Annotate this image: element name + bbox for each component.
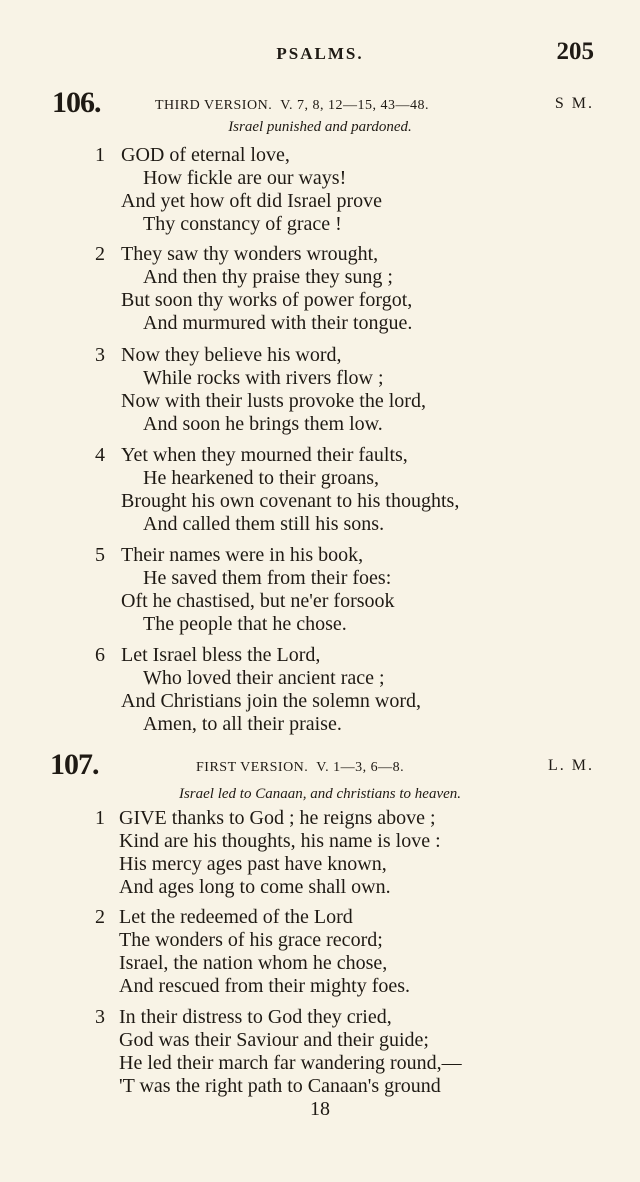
verse-line: His mercy ages past have known, bbox=[119, 853, 387, 875]
hymn-meter: S M. bbox=[554, 95, 594, 112]
hymn-107-heading bbox=[0, 748, 640, 782]
hymn-version: FIRST VERSION. V. 1—3, 6—8. bbox=[196, 760, 405, 775]
verse-line: And ages long to come shall own. bbox=[119, 876, 391, 898]
verse-line: Thy constancy of grace ! bbox=[143, 213, 342, 235]
verse-line: He led their march far wandering round,— bbox=[119, 1052, 462, 1074]
running-head bbox=[0, 40, 640, 70]
verse-line: God was their Saviour and their guide; bbox=[119, 1029, 429, 1051]
verse-line: And rescued from their mighty foes. bbox=[119, 975, 411, 997]
hymn-subtitle: Israel punished and pardoned. bbox=[228, 119, 412, 135]
verse-line: Now they believe his word, bbox=[121, 344, 342, 366]
verse-line: How fickle are our ways! bbox=[143, 167, 347, 189]
verse-line: And soon he brings them low. bbox=[143, 413, 383, 435]
verse-line: Now with their lusts provoke the lord, bbox=[121, 390, 426, 412]
verse-references: V. 7, 8, 12—15, 43—48. bbox=[280, 98, 430, 113]
verse-line: 'T was the right path to Canaan's ground bbox=[119, 1075, 441, 1097]
verse-line: While rocks with rivers flow ; bbox=[143, 367, 384, 389]
hymn-106-heading bbox=[0, 86, 640, 120]
verse-line: He hearkened to their groans, bbox=[143, 467, 380, 489]
hymn-number: 107. bbox=[50, 748, 99, 781]
stanza-number: 3 bbox=[95, 1006, 105, 1028]
verse-line: Amen, to all their praise. bbox=[143, 713, 342, 735]
verse-line: The people that he chose. bbox=[143, 613, 347, 635]
verse-line: And then thy praise they sung ; bbox=[143, 266, 393, 288]
stanza-number: 2 bbox=[95, 243, 105, 265]
verse-line: And yet how oft did Israel prove bbox=[121, 190, 383, 212]
verse-line: Their names were in his book, bbox=[121, 544, 364, 566]
hymn-version: THIRD VERSION. V. 7, 8, 12—15, 43—48. bbox=[155, 98, 430, 113]
verse-line: In their distress to God they cried, bbox=[119, 1006, 392, 1028]
stanza-number: 2 bbox=[95, 906, 105, 928]
signature-mark: 18 bbox=[310, 1098, 330, 1120]
verse-line: They saw thy wonders wrought, bbox=[121, 243, 379, 265]
verse-line: Let Israel bless the Lord, bbox=[121, 644, 321, 666]
running-title: PSALMS. bbox=[276, 44, 364, 63]
verse-line: The wonders of his grace record; bbox=[119, 929, 383, 951]
stanza-number: 1 bbox=[95, 144, 105, 166]
verse-line: Israel, the nation whom he chose, bbox=[119, 952, 388, 974]
verse-references: V. 1—3, 6—8. bbox=[316, 760, 405, 775]
verse-line: And murmured with their tongue. bbox=[143, 312, 413, 334]
hymn-subtitle: Israel led to Canaan, and christians to heaven. bbox=[178, 786, 462, 802]
verse-line: Let the redeemed of the Lord bbox=[119, 906, 353, 928]
verse-line: GOD of eternal love, bbox=[121, 144, 290, 166]
verse-line: And called them still his sons. bbox=[143, 513, 385, 535]
stanza-number: 3 bbox=[95, 344, 105, 366]
verse-line: Oft he chastised, but ne'er forsook bbox=[121, 590, 395, 612]
verse-line: But soon thy works of power forgot, bbox=[121, 289, 413, 311]
verse-line: Yet when they mourned their faults, bbox=[121, 444, 408, 466]
verse-line: Kind are his thoughts, his name is love : bbox=[119, 830, 441, 852]
hymn-number: 106. bbox=[52, 86, 101, 119]
verse-line: He saved them from their foes: bbox=[143, 567, 392, 589]
verse-line: And Christians join the solemn word, bbox=[121, 690, 421, 712]
page-number: 205 bbox=[556, 38, 594, 65]
verse-line: GIVE thanks to God ; he reigns above ; bbox=[119, 807, 436, 829]
stanza-number: 5 bbox=[95, 544, 105, 566]
hymn-meter: L. M. bbox=[548, 757, 594, 774]
stanza-number: 6 bbox=[95, 644, 105, 666]
stanza-number: 4 bbox=[95, 444, 105, 466]
verse-line: Brought his own covenant to his thoughts, bbox=[121, 490, 460, 512]
verse-line: Who loved their ancient race ; bbox=[143, 667, 385, 689]
stanza-number: 1 bbox=[95, 807, 105, 829]
